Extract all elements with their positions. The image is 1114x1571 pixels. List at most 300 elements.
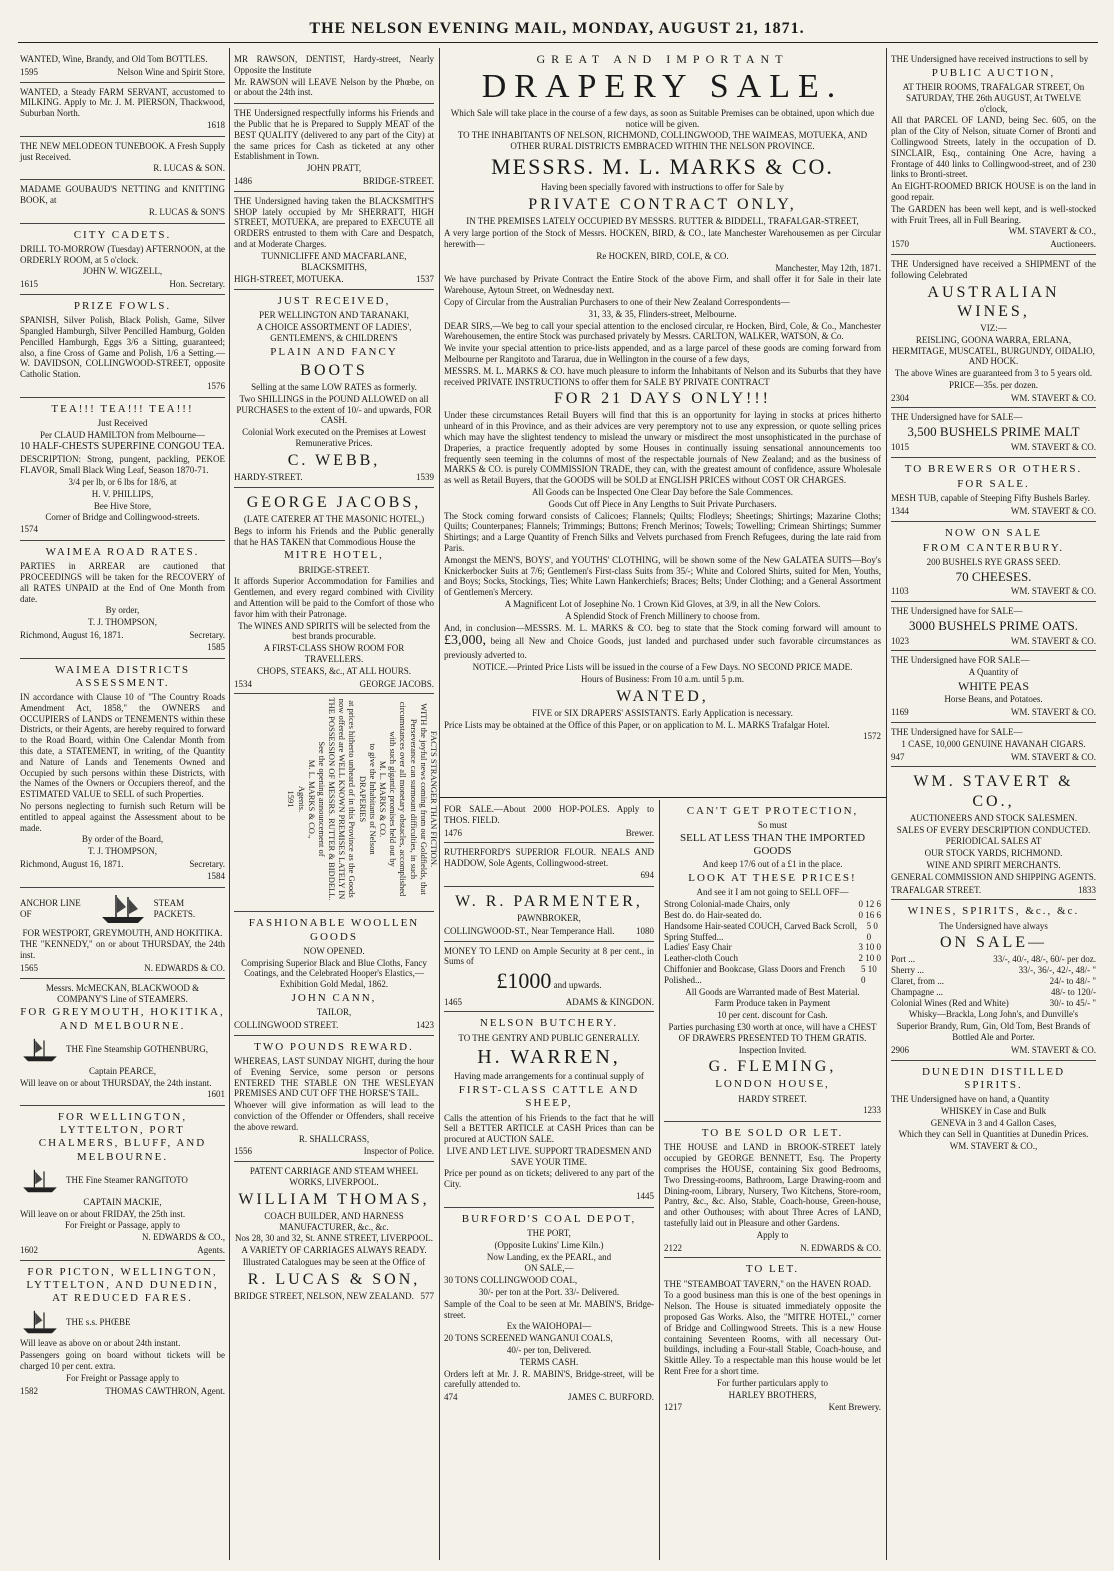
ad-heading: WM. STAVERT & CO., [913, 773, 1074, 810]
ad-body: WANTED, a Steady FARM SERVANT, accustomed to MILKING. Apply to Mr. J. M. PIERSON, Thackwood, Suburban North. [20, 86, 225, 119]
ad-heading: JUST RECEIVED, [277, 295, 391, 308]
price-item: Leather-cloth Couch [664, 953, 739, 964]
ad-text: CHOPS, STEAKS, &c., AT ALL HOURS. [256, 665, 412, 676]
ad-text: For Freight or Passage apply to [66, 1372, 179, 1383]
ad-role: Secretary. [189, 858, 225, 869]
ad-number: 1595 [20, 66, 38, 77]
ad-waimea-road [20, 541, 225, 659]
ad-heading: LOOK AT THESE PRICES! [688, 872, 857, 885]
ad-text: And keep 17/6 out of a £1 in the place. [702, 859, 843, 870]
ad-role: Inspector of Police. [363, 1146, 434, 1157]
ad-signature: R. LUCAS & SON'S [148, 206, 225, 217]
ad-text: 30 TONS COLLINGWOOD COAL, [444, 1275, 578, 1286]
ad-role: Hon. Secretary. [169, 279, 225, 290]
price-list [664, 899, 881, 985]
ad-text: THE PORT, [527, 1228, 571, 1239]
price-item: Claret, from ... [891, 976, 944, 987]
ad-number: 1602 [20, 1245, 38, 1256]
ad-text: IN THE PREMISES LATELY OCCUPIED BY MESSRS. RUTTER & BIDDELL, TRAFALGAR-STREET, [466, 216, 859, 227]
ad-tunnicliffe [234, 192, 434, 290]
ad-body: MESSRS. M. L. MARKS & CO. have much pleasure to inform the Inhabitants of Nelson and its Suburbs that they have received PRIVATE INSTRUCTIONS to offer them for SALE BY PRIVATE CONTRACT [444, 365, 881, 387]
ad-text: Manchester, May 12th, 1871. [775, 262, 881, 273]
ad-text: All Goods can be Inspected One Clear Day before the Sale Commences. [532, 487, 793, 498]
ad-text: 40/- per ton, Delivered. [506, 1345, 592, 1356]
ad-body: FOR SALE.—About 2000 HOP-POLES. Apply to THOS. FIELD. [444, 804, 654, 825]
ad-body: Will leave on or about FRIDAY, the 25th inst. [20, 1208, 186, 1219]
rotated-line: M. L. MARKS & CO. [378, 761, 389, 838]
rotated-line: M. L. MARKS & CO., [306, 760, 317, 839]
price-row [664, 910, 881, 921]
ad-number: 1576 [207, 380, 225, 391]
price-row [664, 942, 881, 953]
ad-heading: W. R. PARMENTER, [455, 892, 643, 910]
ad-signature: GEORGE JACOBS. [359, 678, 434, 689]
ad-signature: N. EDWARDS & CO., [141, 1232, 225, 1243]
ad-text: A CHOICE ASSORTMENT OF LADIES', GENTLEMEN'S, & CHILDREN'S [256, 322, 412, 343]
ad-text: BRIDGE-STREET. [362, 175, 434, 186]
ad-body: Mr. RAWSON will LEAVE Nelson by the Phœbe, on or about the 24th inst. [234, 76, 434, 98]
price-item: Champagne ... [891, 986, 943, 997]
ad-body: An EIGHT-ROOMED BRICK HOUSE is on the land in good repair. [891, 181, 1096, 202]
ad-heading: CAN'T GET PROTECTION, [686, 805, 859, 817]
ad-body: A very large portion of the Stock of Messrs. HOCKEN, BIRD, & CO., late Manchester Warehousemen as per Circular herewith— [444, 228, 881, 249]
ad-text: DESCRIPTION: Strong, pungent, packling, PEKOE FLAVOR, Small Black Wing Leaf, Season 1870-71. [20, 454, 225, 476]
ad-body: Copy of Circular from the Australian Purchasers to one of their New Zealand Correspondents— [444, 296, 790, 307]
rotated-line: DRAPERIES [357, 776, 368, 823]
price-list [891, 954, 1096, 1008]
ad-body: No persons neglecting to furnish such Return will be entitled to appeal against the Assessment about to be made. [20, 800, 225, 833]
ad-body: We have purchased by Private Contract the Entire Stock of the above Firm, and shall offer it for Sale in their late Warehouse, Aytoun Street, on Wednesday next. [444, 274, 881, 296]
ad-text: Farm Produce taken in Payment [714, 998, 831, 1009]
price-item: Best do. do Hair-seated do. [664, 909, 762, 920]
ad-number: 1169 [891, 707, 909, 718]
ad-heading: GEORGE JACOBS, [246, 493, 422, 511]
ad-waimea-district [20, 659, 225, 888]
ad-john-cann [234, 912, 434, 1035]
price-item: Strong Colonial-made Chairs, only [664, 899, 790, 910]
ad-fleming-furniture [664, 800, 881, 1122]
ad-body: And, in conclusion—MESSRS. M. L. MARKS & CO. beg to state that the Stock coming forward will amount to [444, 622, 881, 633]
ad-canterbury [891, 522, 1096, 603]
ad-text: Goods Cut off Piece in Any Lengths to Suit Private Purchasers. [548, 498, 777, 509]
ad-text: The Undersigned have always [939, 920, 1048, 931]
ad-number: 1344 [891, 505, 909, 516]
ad-number: 577 [420, 1291, 434, 1302]
ad-text: BRIDGE STREET, NELSON, NEW ZEALAND. [234, 1291, 414, 1302]
ad-body: DRILL TO-MORROW (Tuesday) AFTERNOON, at the ORDERLY ROOM, at 5 o'clock. [20, 243, 225, 265]
rotated-line: FACTS STRANGER THAN FICTION. [429, 731, 439, 868]
ad-heading: TWO POUNDS REWARD. [254, 1040, 414, 1053]
ad-text: COLLINGWOOD-ST., Near Temperance Hall. [444, 925, 615, 936]
price-value: 33/-, 36/-, 42/-, 48/- " [1018, 965, 1096, 976]
ad-body: THE Undersigned have received a SHIPMENT of the following Celebrated [891, 258, 1096, 280]
ad-heading: FOR 21 DAYS ONLY!!! [553, 390, 772, 408]
ad-text: WHISKEY in Case and Bulk [940, 1105, 1047, 1116]
price-value: 2 10 0 [858, 953, 881, 964]
ad-text: AT THEIR ROOMS, TRAFALGAR STREET, On SATURDAY, THE 26th AUGUST, At TWELVE o'clock, [902, 81, 1085, 114]
ad-burford-coal [444, 1208, 654, 1407]
ad-role: Secretary. [189, 630, 225, 641]
ad-goubaud [20, 180, 225, 223]
ship-icon [20, 1166, 60, 1196]
ad-text: AUCTIONEERS AND STOCK SALESMEN. [909, 812, 1078, 823]
ad-heading: TO BREWERS OR OTHERS. [904, 462, 1083, 475]
ad-number: 1023 [891, 635, 909, 646]
ad-heading: PRIZE FOWLS. [73, 299, 172, 312]
ad-number: 1618 [207, 119, 225, 130]
ad-signature: WM. STAVERT & CO. [1010, 441, 1096, 452]
ad-text: Which Sale will take place in the course of a few days, as soon as Suitable Premises can be obtained, upon which due notice will be given. [450, 107, 875, 129]
ad-heading: 3,500 BUSHELS PRIME MALT [907, 424, 1080, 440]
ad-text: WINE AND SPIRIT MERCHANTS. [926, 859, 1061, 870]
column-divider [439, 48, 440, 1560]
ad-to-be-sold [664, 1122, 881, 1258]
ad-text: TAILOR, [316, 1007, 352, 1018]
ad-rawson-dentist [234, 50, 434, 104]
ad-number: 1591 [286, 790, 297, 808]
ad-heading: H. WARREN, [477, 1046, 621, 1069]
ad-text: SALES OF EVERY DESCRIPTION CONDUCTED. [896, 824, 1091, 835]
price-row [891, 987, 1096, 998]
ad-body: THE Undersigned have on hand, a Quantity [891, 1094, 1050, 1105]
ad-number: 2906 [891, 1044, 909, 1055]
ad-signature: Nelson Wine and Spirit Store. [117, 66, 225, 77]
price-row [891, 976, 1096, 987]
ad-signature: R. LUCAS & SON, [247, 1270, 421, 1288]
ad-heading: MITRE HOTEL, [284, 549, 384, 562]
ad-brewers [891, 458, 1096, 522]
ad-heading: SELL AT LESS THAN THE IMPORTED GOODS [679, 831, 866, 858]
price-value: 5 10 0 [860, 963, 877, 985]
ad-text: 3/4 per lb, or 6 lbs for 18/6, at [68, 477, 177, 488]
ship-icon [20, 1035, 60, 1065]
ad-oats [891, 602, 1096, 651]
ad-body: THE Undersigned have for SALE— [891, 606, 1023, 617]
ad-text: ANCHOR LINE OF [20, 897, 81, 919]
ad-rangitoto [20, 1106, 225, 1261]
ad-number: 1537 [416, 274, 434, 285]
ad-text: Now Landing, ex the PEARL, and [486, 1251, 612, 1262]
ad-heading: 3000 BUSHELS PRIME OATS. [908, 618, 1079, 633]
ad-number: 1585 [207, 641, 225, 652]
price-value: 3 10 0 [858, 942, 881, 953]
ad-heading: TEA!!! TEA!!! TEA!!! [51, 402, 194, 415]
ad-heading: PLAIN AND FANCY [270, 345, 398, 358]
price-value: 5 0 0 [866, 920, 878, 942]
ad-text: Having made arrangements for a continual supply of [454, 1071, 644, 1082]
rotated-line: Agents. [296, 786, 307, 813]
ad-text: REISLING, GOONA WARRA, ERLANA, HERMITAGE, MUSCATEL, BURGUNDY, OIDALIO, AND HOCK. [892, 334, 1095, 367]
ad-signature: WM. STAVERT & CO., [1008, 226, 1096, 237]
ad-text: A Splendid Stock of French Millinery to choose from. [565, 610, 760, 621]
ad-text: Superior Brandy, Rum, Gin, Old Tom, Best Brands of Bottled Ale and Porter. [896, 1021, 1091, 1043]
ad-william-thomas [234, 1162, 434, 1306]
ad-signature: WM. STAVERT & CO. [1010, 1044, 1096, 1055]
ad-text: 10 per cent. discount for Cash. [717, 1010, 828, 1021]
ad-body: THE Undersigned have FOR SALE— [891, 655, 1030, 666]
ad-text: PER WELLINGTON AND TARANAKI, [259, 310, 409, 321]
ad-heading: FOR SALE. [957, 477, 1030, 490]
ad-number: 1476 [444, 827, 462, 838]
ad-body: RUTHERFORD'S SUPERIOR FLOUR. NEALS AND HADDOW, Sole Agents, Collingwood-street. [444, 847, 654, 869]
ad-text: PERIODICAL SALES AT [945, 836, 1042, 847]
price-value: 0 16 6 [858, 909, 881, 920]
ad-text: So must [757, 820, 788, 831]
column-1 [20, 50, 225, 1560]
ad-text: Selling at the same LOW RATES as formerly. [251, 382, 417, 393]
ad-facts-stranger-than-fiction [234, 694, 439, 912]
ad-text: 31, 33, & 35, Flinders-street, Melbourne. [588, 308, 737, 319]
ad-wanted-bottles [20, 50, 225, 83]
ad-body: SPANISH, Silver Polish, Black Polish, Game, Silver Spangled Hamburgh, Silver Pencilled Hamburg, Golden Pencilled Hamburgh, Eggs 3/6 a Sitting, guaranteed; also, a fine Cross of Game and Polish, 1/6 a Setting.—W. DAVIDSON, COLLINGWOOD-STREET, opposite Catholic Station. [20, 315, 225, 380]
masthead-rule [18, 42, 1098, 43]
ad-text: HIGH-STREET, MOTUEKA. [234, 274, 344, 285]
ad-money-to-lend [444, 942, 654, 1013]
ad-body: THE "STEAMBOAT TAVERN," on the HAVEN ROAD. [664, 1278, 871, 1289]
ad-text: NOW OPENED. [303, 945, 365, 956]
ad-parmenter [444, 887, 654, 942]
price-row [664, 899, 881, 910]
ad-number: 1582 [20, 1385, 38, 1396]
ad-text: STEAM PACKETS. [153, 897, 196, 919]
price-value: 24/- to 48/- " [1049, 976, 1096, 987]
price-value: 0 12 6 [858, 899, 881, 910]
ad-to-let [664, 1258, 881, 1417]
ad-number: 1565 [20, 962, 38, 973]
ad-body: Whoever will give information as will lead to the conviction of the Offender or Offenders, shall receive the above reward. [234, 1100, 434, 1132]
ad-text: PRICE—35s. per dozen. [949, 379, 1038, 390]
rotated-text-block [286, 694, 439, 904]
ad-text: By order, [105, 605, 140, 616]
ad-body: Passengers going on board without tickets will be charged 10 per cent. extra. [20, 1350, 225, 1371]
price-row [891, 998, 1096, 1009]
ad-text: 70 CHEESES. [955, 568, 1032, 584]
ad-text: COLLINGWOOD STREET. [234, 1019, 339, 1030]
ad-text: Per CLAUD HAMILTON from Melbourne— [40, 429, 205, 440]
ad-number: 1570 [891, 239, 909, 250]
ad-signature: WM. STAVERT & CO. [1010, 751, 1096, 762]
ad-number: 1534 [234, 678, 252, 689]
price-row [664, 964, 881, 986]
ad-signature: ADAMS & KINGDON. [565, 996, 654, 1007]
ad-text: BRIDGE-STREET. [298, 564, 370, 575]
ad-anchor-line [20, 888, 225, 979]
ad-text: Two SHILLINGS in the POUND ALLOWED on all PURCHASES to the extent of 10/- and upwards, FOR CASH. [236, 393, 432, 426]
ad-number: 1574 [20, 524, 38, 535]
rotated-line: See the opening announcement of [316, 741, 327, 857]
ad-text: Nos 28, 30 and 32, St. ANNE STREET, LIVERPOOL. [234, 1233, 434, 1244]
ad-heading: WILLIAM THOMAS, [238, 1190, 430, 1208]
ad-body: THE HOUSE and LAND in BROOK-STREET lately occupied by GEORGE BENNETT, Esq. The Property comprises the HOUSE, containing Six good Bedrooms, Two Dressing-rooms, Bathroom, Large Drawing-room and Dining-room, Library, Nursery, Two Kitchens, Store-room, Pantry, &c., &c. Also, Stable, Coach-house, Green-house, and other Outhouses; with about Three Acres of LAND, tastefully laid out in Pleasure and other Gardens. [664, 1142, 881, 1229]
ad-body: being all New and Choice Goods, just landed and purchased under such favorable circumstances as previously adverted to. [444, 636, 881, 661]
ad-signature: JOHN PRATT, [306, 163, 362, 174]
ad-body: THE Undersigned have received instructions to sell by [891, 54, 1089, 64]
ad-signature: TUNNICLIFFE AND MACFARLANE, BLACKSMITHS, [261, 250, 407, 272]
ad-number: 1080 [636, 925, 654, 936]
ad-body: THE "KENNEDY," on or about THURSDAY, the 24th inst. [20, 939, 225, 961]
column-2 [234, 50, 439, 1560]
ad-number: 694 [640, 869, 654, 880]
ad-number: 1233 [863, 1105, 881, 1116]
ad-heading: FOR GREYMOUTH, HOKITIKA, AND MELBOURNE. [20, 1006, 225, 1032]
ad-text: NOTICE.—Printed Price Lists will be issued in the course of a Few Days. NO SECOND PRICE MADE. [472, 662, 853, 673]
ad-heading: WAIMEA ROAD RATES. [45, 546, 200, 559]
ad-heading: PATENT CARRIAGE AND STEAM WHEEL WORKS, LIVERPOOL. [249, 1166, 419, 1187]
ad-signature: G. FLEMING, [708, 1058, 837, 1076]
ad-heading: PUBLIC AUCTION, [931, 66, 1056, 79]
ad-text: TERMS CASH. [519, 1356, 579, 1367]
ad-heading: CITY CADETS. [73, 228, 172, 241]
ad-signature: JOHN CANN, [291, 991, 377, 1004]
firm-name: MESSRS. M. L. MARKS & CO. [491, 153, 834, 179]
ad-body: Orders left at Mr. J. R. MABIN'S, Bridge-street, will be carefully attended to. [444, 1368, 654, 1390]
ad-body: PARTIES in ARREAR are cautioned that PROCEEDINGS will be taken for the RECOVERY of all RATES UNPAID at the End of One Month from date. [20, 561, 225, 604]
ad-signature: R. SHALLCRASS, [298, 1133, 370, 1144]
ad-number: 1103 [891, 586, 909, 597]
ad-signature: N. EDWARDS & CO. [800, 1242, 881, 1253]
ad-text: COACH BUILDER, AND HARNESS MANUFACTURER, &c., &c. [264, 1210, 404, 1232]
price-row [891, 965, 1096, 976]
ad-text: Inspection Invited. [738, 1044, 807, 1055]
ad-stavert-auctioneers [891, 767, 1096, 900]
ad-number: 1423 [416, 1019, 434, 1030]
ad-body: Comprising Superior Black and Blue Cloths, Fancy Coatings, and the Celebrated Hooper's Elastics,—Exhibition Gold Medal, 1862. [241, 957, 427, 990]
ad-number: 1015 [891, 441, 909, 452]
ad-melodeon [20, 137, 225, 180]
ad-text: HARDY STREET. [738, 1093, 807, 1104]
price-item: Chiffonier and Bookcase, Glass Doors and French Polished... [664, 963, 846, 985]
ad-body: The Stock coming forward consists of Calicoes; Flannels; Quilts; Flodleys; Sheetings; Shirtings; Mazarine Cloths; Quilts; Counterpanes; Flannels; Trimmings; Buttons; French Merinos; Towels; Towelling; Crimean Shirtings; Summer Shirtings; and a Large Quantity of French Silks and Velvets purchased from French Refugees, during the late raid from Paris. [444, 510, 881, 554]
ad-signature: JAMES C. BURFORD. [567, 1392, 654, 1403]
ad-text: ON SALE,— [524, 1263, 574, 1274]
ad-two-pounds-reward [234, 1036, 434, 1162]
ad-heading: FOR WELLINGTON, LYTTELTON, PORT CHALMERS, BLUFF, AND MELBOURNE. [38, 1111, 207, 1163]
price-item: Colonial Wines (Red and White) [891, 997, 1009, 1008]
ad-number: 2122 [664, 1242, 682, 1253]
rotated-line: WITH the joyful news coming from our Goldfields, that Perseverance can surmount difficulties, in such circumstances over all monetary obstacles, accomplished with such gigantic promises held out by [388, 702, 429, 897]
ad-text: Parties purchasing £30 worth at once, will have a CHEST OF DRAWERS PRESENTED TO THEM GRATIS. [668, 1021, 877, 1043]
ad-text: Richmond, August 16, 1871. [20, 858, 124, 869]
ad-body: MADAME GOUBAUD'S NETTING and KNITTING BOOK, at [20, 184, 225, 205]
ad-text: TO THE INHABITANTS OF NELSON, RICHMOND, COLLINGWOOD, THE WAIMEAS, MOTUEKA, AND OTHER RURAL DISTRICTS EMBRACED WITHIN THE NELSON PROVINCE. [457, 130, 868, 152]
ad-text: Which they can Sell in Quantities at Dunedin Prices. [898, 1129, 1089, 1140]
ad-text: GENEVA in 3 and 4 Gallon Cases, [930, 1117, 1057, 1128]
ad-number: 1556 [234, 1146, 252, 1157]
ad-body: THE Undersigned have for SALE— [891, 726, 1023, 737]
ad-signature: T. J. THOMPSON, [88, 846, 157, 857]
column-4 [891, 50, 1096, 1560]
masthead: THE NELSON EVENING MAIL, MONDAY, AUGUST 21, 1871. [309, 20, 805, 37]
ad-text: Messrs. McMECKAN, BLACKWOOD & COMPANY'S Line of STEAMERS. [45, 982, 200, 1004]
ship-icon [98, 891, 148, 927]
ad-body: It affords Superior Accommodation for Families and Gentlemen, and every regard combined with Civility and Attention will be paid to the Comfort of those who favor him with their Patronage. [234, 576, 434, 619]
ad-body: THE Undersigned having taken the BLACKSMITH'S SHOP lately occupied by Mr SHERRATT, HIGH STREET, MOTUEKA, are prepared to EXECUTE all ORDERS entrusted to them with Care and Despatch, and at Moderate Charges. [234, 195, 434, 249]
ad-title: WANTED, Wine, Brandy, and Old Tom BOTTLES. [20, 54, 208, 64]
ad-role: Auctioneers. [1050, 239, 1096, 250]
ad-heading: AUSTRALIAN WINES, [927, 283, 1060, 320]
ad-body: Sample of the Coal to be seen at Mr. MABIN'S, Bridge-street. [444, 1298, 654, 1320]
ad-signature: WM. STAVERT & CO. [1010, 505, 1096, 516]
ad-body: DEAR SIRS,—We beg to call your special attention to the enclosed circular, re Hocken, Bird, Cole, & Co., Manchester Warehousemen, the entire Stock was purchased privately by Messrs. CARLTON, WALKER, WATSON, & Co. [444, 320, 881, 342]
price-value: 48/- to 120/- [1051, 986, 1096, 997]
ad-text: THE Fine Steamship GOTHENBURG, [66, 1044, 208, 1055]
column-3b [444, 800, 654, 1560]
ad-wines-spirits [891, 900, 1096, 1060]
ad-number: 1217 [664, 1402, 682, 1413]
ad-signature: H. V. PHILLIPS, [91, 488, 154, 499]
ad-body: Will leave as above on or about 24th instant. [20, 1338, 181, 1349]
ad-number: 947 [891, 751, 905, 762]
price-value: 33/-, 40/-, 48/-, 60/- per doz. [993, 954, 1096, 965]
ad-text: Richmond, August 16, 1871. [20, 630, 124, 641]
ship-icon [20, 1307, 60, 1337]
ad-text: TO THE GENTRY AND PUBLIC GENERALLY. [458, 1032, 640, 1043]
ad-text: Having been specially favored with instructions to offer for Sale by [541, 182, 784, 193]
ad-webb-boots [234, 290, 434, 488]
ad-text: VIZ:— [980, 322, 1007, 333]
ad-heading: WINES, SPIRITS, &c., &c. [907, 905, 1080, 918]
ad-nelson-butchery [444, 1012, 654, 1208]
ad-text: The WINES AND SPIRITS will be selected from the best brands procurable. [238, 620, 430, 642]
ad-text: Whisky—Brackla, Long John's, and Dunville's [908, 1009, 1079, 1020]
ad-number: 1539 [416, 472, 434, 483]
ad-text: CAPTAIN MACKIE, [83, 1196, 162, 1207]
ad-signature: THOMAS CAWTHRON, Agent. [105, 1385, 225, 1396]
ad-phoebe [20, 1261, 225, 1401]
ad-text: For Freight or Passage, apply to [65, 1220, 180, 1231]
ad-signature: C. WEBB, [287, 451, 381, 469]
ad-text: Just Received [97, 417, 148, 428]
ad-dunedin-spirits [891, 1061, 1096, 1157]
ad-body: IN accordance with Clause 10 of "The Country Roads Amendment Act, 1858," the OWNERS and OCCUPIERS of LANDS or TENEMENTS within these Districts, or their Agents, are hereby required to forward to the Road Board, within One Calendar Month from this date, a STATEMENT, in writing, of the Quantity and Nature of Lands and Tenements Owned and Occupied by such persons within these Districts, with the Names of the Owners or Occupiers thereof, and the ESTIMATED VALUE to SELL of such Properties. [20, 692, 225, 800]
ad-text: GENERAL COMMISSION AND SHIPPING AGENTS. [891, 871, 1096, 882]
ad-body: To a good business man this is one of the best openings in Nelson. The House is situated immediately opposite the proposed Gas Works. Also, the "MITRE HOTEL," corner of Bridge and Collingwood Streets. This is a new House containing Seventeen Rooms, with all necessary Out-buildings, including a Four-stall Stable, Coach-house, and Skittle Alley. To a respectable man this house would be let Rent Free for a short time. [664, 1290, 881, 1376]
ad-amount: £3,000, [444, 633, 486, 649]
ad-text: HARDY-STREET. [234, 472, 303, 483]
ad-text: Colonial Work executed on the Premises at Lowest Remunerative Prices. [242, 427, 426, 449]
ad-white-peas [891, 651, 1096, 723]
ad-text: Corner of Bridge and Collingwood-streets. [45, 512, 200, 523]
ad-number: 1601 [207, 1089, 225, 1100]
ad-heading: DUNEDIN DISTILLED SPIRITS. [921, 1065, 1066, 1091]
ad-body: Price per pound as on tickets; delivered to any part of the City. [444, 1168, 654, 1190]
ad-text: 200 BUSHELS RYE GRASS SEED. [926, 557, 1061, 568]
ad-body: MESH TUB, capable of Steeping Fifty Bushels Barley. [891, 493, 1090, 504]
ad-number: 1615 [20, 279, 38, 290]
ad-signature: T. J. THOMPSON, [88, 617, 157, 628]
ad-heading: FOR WESTPORT, GREYMOUTH, AND HOKITIKA. [22, 927, 223, 938]
ad-mcmeckan [20, 979, 225, 1106]
ad-body: All that PARCEL OF LAND, being Sec. 605, on the plan of the City of Nelson, situate Corner of Bronti and Collingwood Streets, lately in the occupation of D. SINCLAIR, Esq., containing One Acre, having a Frontage of 440 links to Collingwood-street, and of 230 links to Bronti-street. [891, 115, 1096, 180]
column-3-drapery-sale [444, 50, 881, 795]
ad-body: MONEY TO LEND on Ample Security at 8 per cent., in Sums of [444, 945, 654, 967]
ad-role: Kent Brewery. [828, 1402, 881, 1413]
ad-city-cadets [20, 224, 225, 295]
ad-heading: BOOTS [300, 361, 368, 379]
column-divider [886, 48, 887, 1560]
ad-heading: FASHIONABLE WOOLLEN GOODS [248, 917, 420, 943]
ad-text: Ex the WAIOHOPAI— [506, 1321, 592, 1332]
ad-rutherford-flour [444, 843, 654, 886]
ad-heading: 1 CASE, 10,000 GENUINE HAVANAH CIGARS. [901, 738, 1086, 749]
ad-text: Horse Beans, and Potatoes. [944, 694, 1043, 705]
ad-text: FIVE or SIX DRAPERS' ASSISTANTS. Early Application is necessary. [532, 707, 793, 718]
ad-text: Re HOCKEN, BIRD, COLE, & CO. [596, 250, 729, 261]
ad-body: The GARDEN has been well kept, and is well-stocked with Fruit Trees, all in Full Bearing. [891, 203, 1096, 225]
ad-role: Brewer. [625, 827, 654, 838]
ad-text: PAWNBROKER, [517, 912, 581, 923]
ad-signature: R. LUCAS & SON. [153, 163, 225, 174]
